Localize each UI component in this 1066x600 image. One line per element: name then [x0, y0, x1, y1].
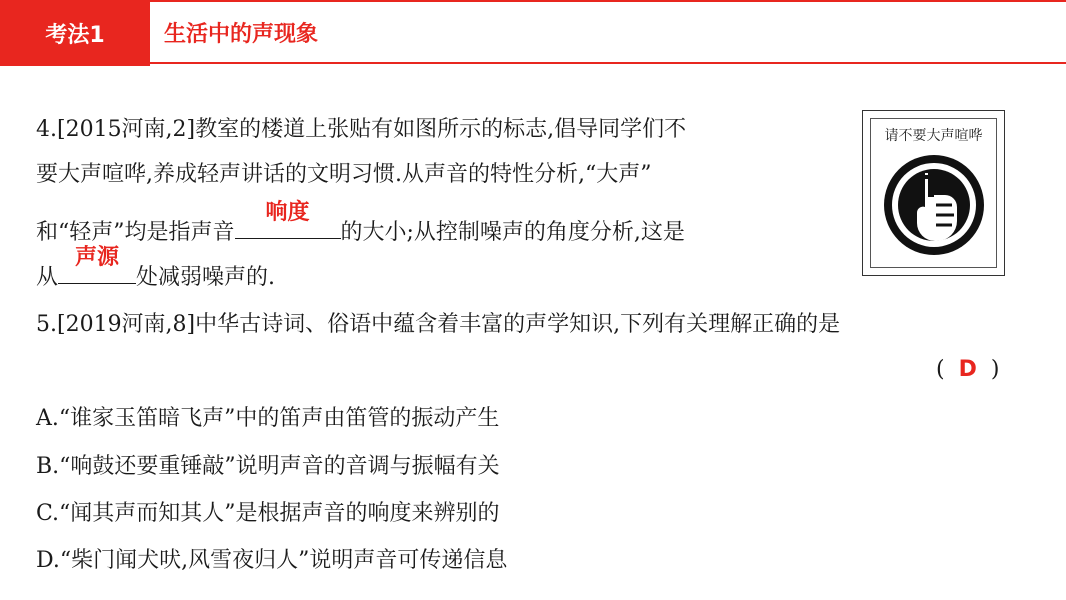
- answer-blank-1: [235, 200, 341, 239]
- q4-line-3-end: 的大小;从控制噪声的角度分析,这是: [340, 220, 685, 245]
- q4-line-1: 4.[2015河南,2]教室的楼道上张贴有如图所示的标志,倡导同学们不: [36, 117, 687, 142]
- q4-line-4: [36, 245, 276, 293]
- option-d: D.“柴门闻犬吠,风雪夜归人”说明声音可传递信息: [36, 548, 508, 573]
- option-b: B.“响鼓还要重锤敲”说明声音的音调与振幅有关: [36, 454, 500, 479]
- q4-line-4-end: 处减弱噪声的.: [136, 265, 276, 290]
- answer-1: 响度: [265, 200, 310, 225]
- option-c: C.“闻其声而知其人”是根据声音的响度来辨别的: [36, 501, 500, 526]
- quiet-finger-icon: [878, 149, 990, 261]
- topic-title: 生活中的声现象: [150, 0, 1066, 64]
- answer-2: 声源: [75, 245, 120, 270]
- paren-open: (: [936, 357, 945, 382]
- method-tag: 考法1: [0, 0, 150, 66]
- section-header: [0, 0, 1066, 66]
- answer-blank-2: [58, 245, 136, 284]
- q5-answer: D: [958, 357, 977, 382]
- paren-close: ): [990, 357, 1000, 382]
- quiet-sign: [862, 110, 1005, 276]
- q4-line-4-start: 从: [36, 265, 59, 290]
- answer-parentheses: [936, 355, 999, 385]
- q5-stem: 5.[2019河南,8]中华古诗词、俗语中蕴含着丰富的声学知识,下列有关理解正确的是: [36, 312, 841, 337]
- sign-text: 请不要大声喧哗: [884, 128, 983, 144]
- q4-line-2: 要大声喧哗,养成轻声讲话的文明习惯.从声音的特性分析,“大声”: [36, 162, 652, 187]
- option-a: A.“谁家玉笛暗飞声”中的笛声由笛管的振动产生: [36, 406, 500, 431]
- q4-line-3-start: 和“轻声”均是指声音: [36, 220, 235, 245]
